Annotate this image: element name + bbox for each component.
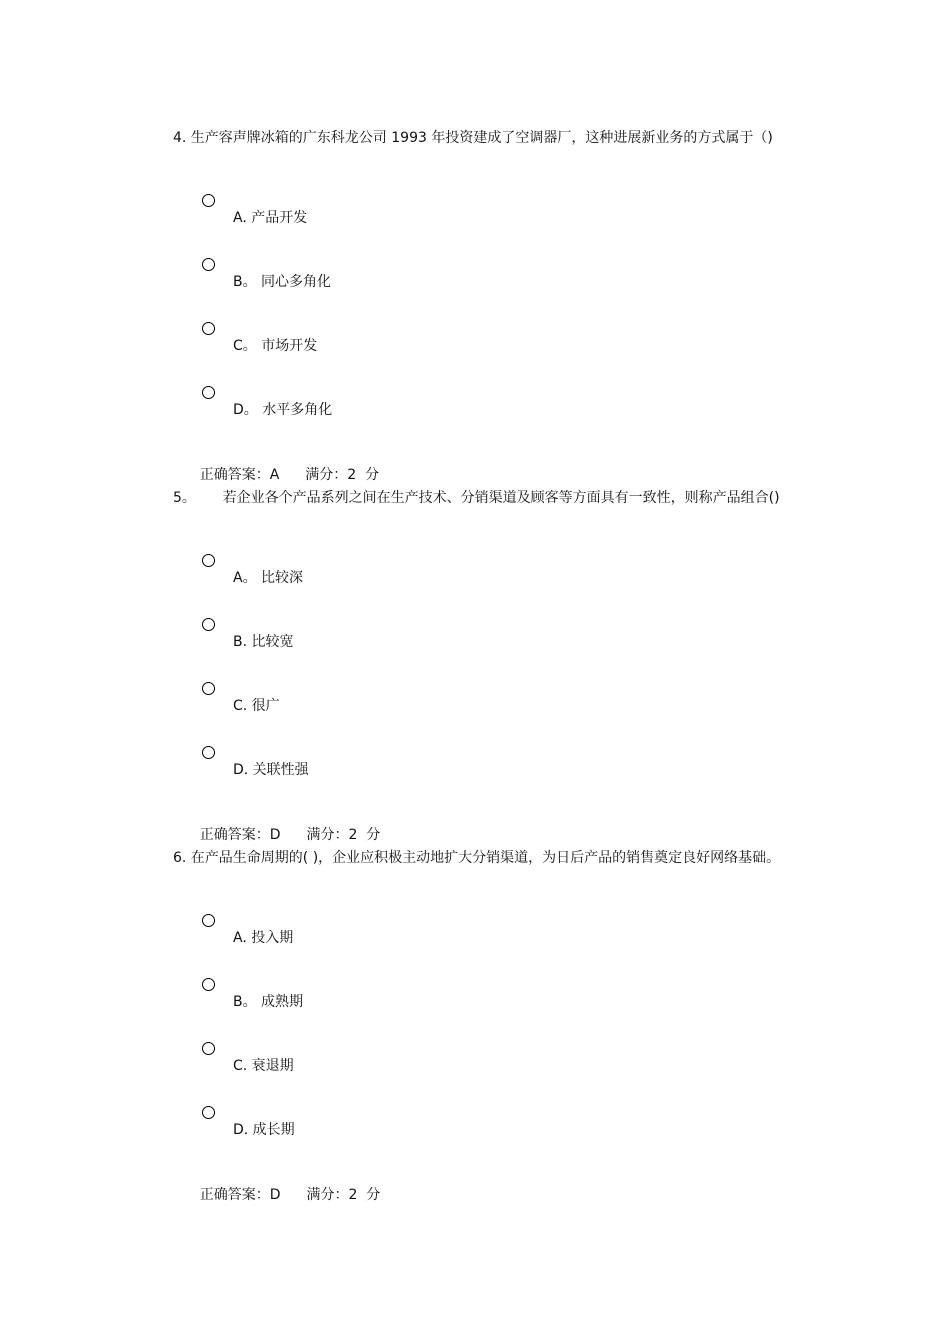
option-d[interactable] <box>173 1106 793 1146</box>
option-a[interactable] <box>173 554 793 594</box>
option-label: B。 成熟期 <box>233 994 304 1010</box>
option-d[interactable] <box>173 746 793 786</box>
option-label: B. 比较宽 <box>233 634 294 650</box>
option-label: A。 比较深 <box>233 570 304 586</box>
radio-button[interactable] <box>202 746 215 759</box>
correct-answer: 正确答案：D <box>199 1187 281 1203</box>
radio-button[interactable] <box>202 554 215 567</box>
option-c[interactable] <box>173 1042 793 1082</box>
option-label: C. 衰退期 <box>233 1058 294 1074</box>
radio-button[interactable] <box>202 386 215 399</box>
option-label: D. 成长期 <box>233 1122 295 1138</box>
question-stem: 4. 生产容声牌冰箱的广东科龙公司 1993 年投资建成了空调器厂，这种进展新业务的方式属于（) <box>173 130 773 146</box>
radio-button[interactable] <box>202 914 215 927</box>
option-c[interactable] <box>173 682 793 722</box>
option-b[interactable] <box>173 978 793 1018</box>
option-b[interactable] <box>173 618 793 658</box>
option-a[interactable] <box>173 914 793 954</box>
radio-button[interactable] <box>202 258 215 271</box>
full-score: 满分：2 分 <box>305 467 380 483</box>
option-label: D. 关联性强 <box>233 762 309 778</box>
option-label: B。 同心多角化 <box>233 274 332 290</box>
radio-button[interactable] <box>202 682 215 695</box>
radio-button[interactable] <box>202 978 215 991</box>
question-6 <box>173 846 813 1203</box>
question-4 <box>173 126 813 483</box>
full-score: 满分：2 分 <box>306 1187 381 1203</box>
correct-answer: 正确答案：D <box>199 827 281 843</box>
full-score: 满分：2 分 <box>306 827 381 843</box>
radio-button[interactable] <box>202 1042 215 1055</box>
option-label: A. 投入期 <box>233 930 294 946</box>
option-a[interactable] <box>173 194 793 234</box>
question-stem: 6. 在产品生命周期的( )，企业应积极主动地扩大分销渠道，为日后产品的销售奠定良好网络基础。 <box>173 850 781 866</box>
option-b[interactable] <box>173 258 793 298</box>
option-d[interactable] <box>173 386 793 426</box>
answer-line <box>173 1168 380 1220</box>
radio-button[interactable] <box>202 618 215 631</box>
option-label: C. 很广 <box>233 698 280 714</box>
correct-answer: 正确答案：A <box>199 467 280 483</box>
question-5 <box>173 486 813 843</box>
option-label: D。 水平多角化 <box>233 402 333 418</box>
option-label: A. 产品开发 <box>233 210 308 226</box>
option-label: C。 市场开发 <box>233 338 318 354</box>
radio-button[interactable] <box>202 194 215 207</box>
option-c[interactable] <box>173 322 793 362</box>
radio-button[interactable] <box>202 322 215 335</box>
question-stem: 5。 若企业各个产品系列之间在生产技术、分销渠道及顾客等方面具有一致性，则称产品组合() <box>173 490 780 506</box>
radio-button[interactable] <box>202 1106 215 1119</box>
